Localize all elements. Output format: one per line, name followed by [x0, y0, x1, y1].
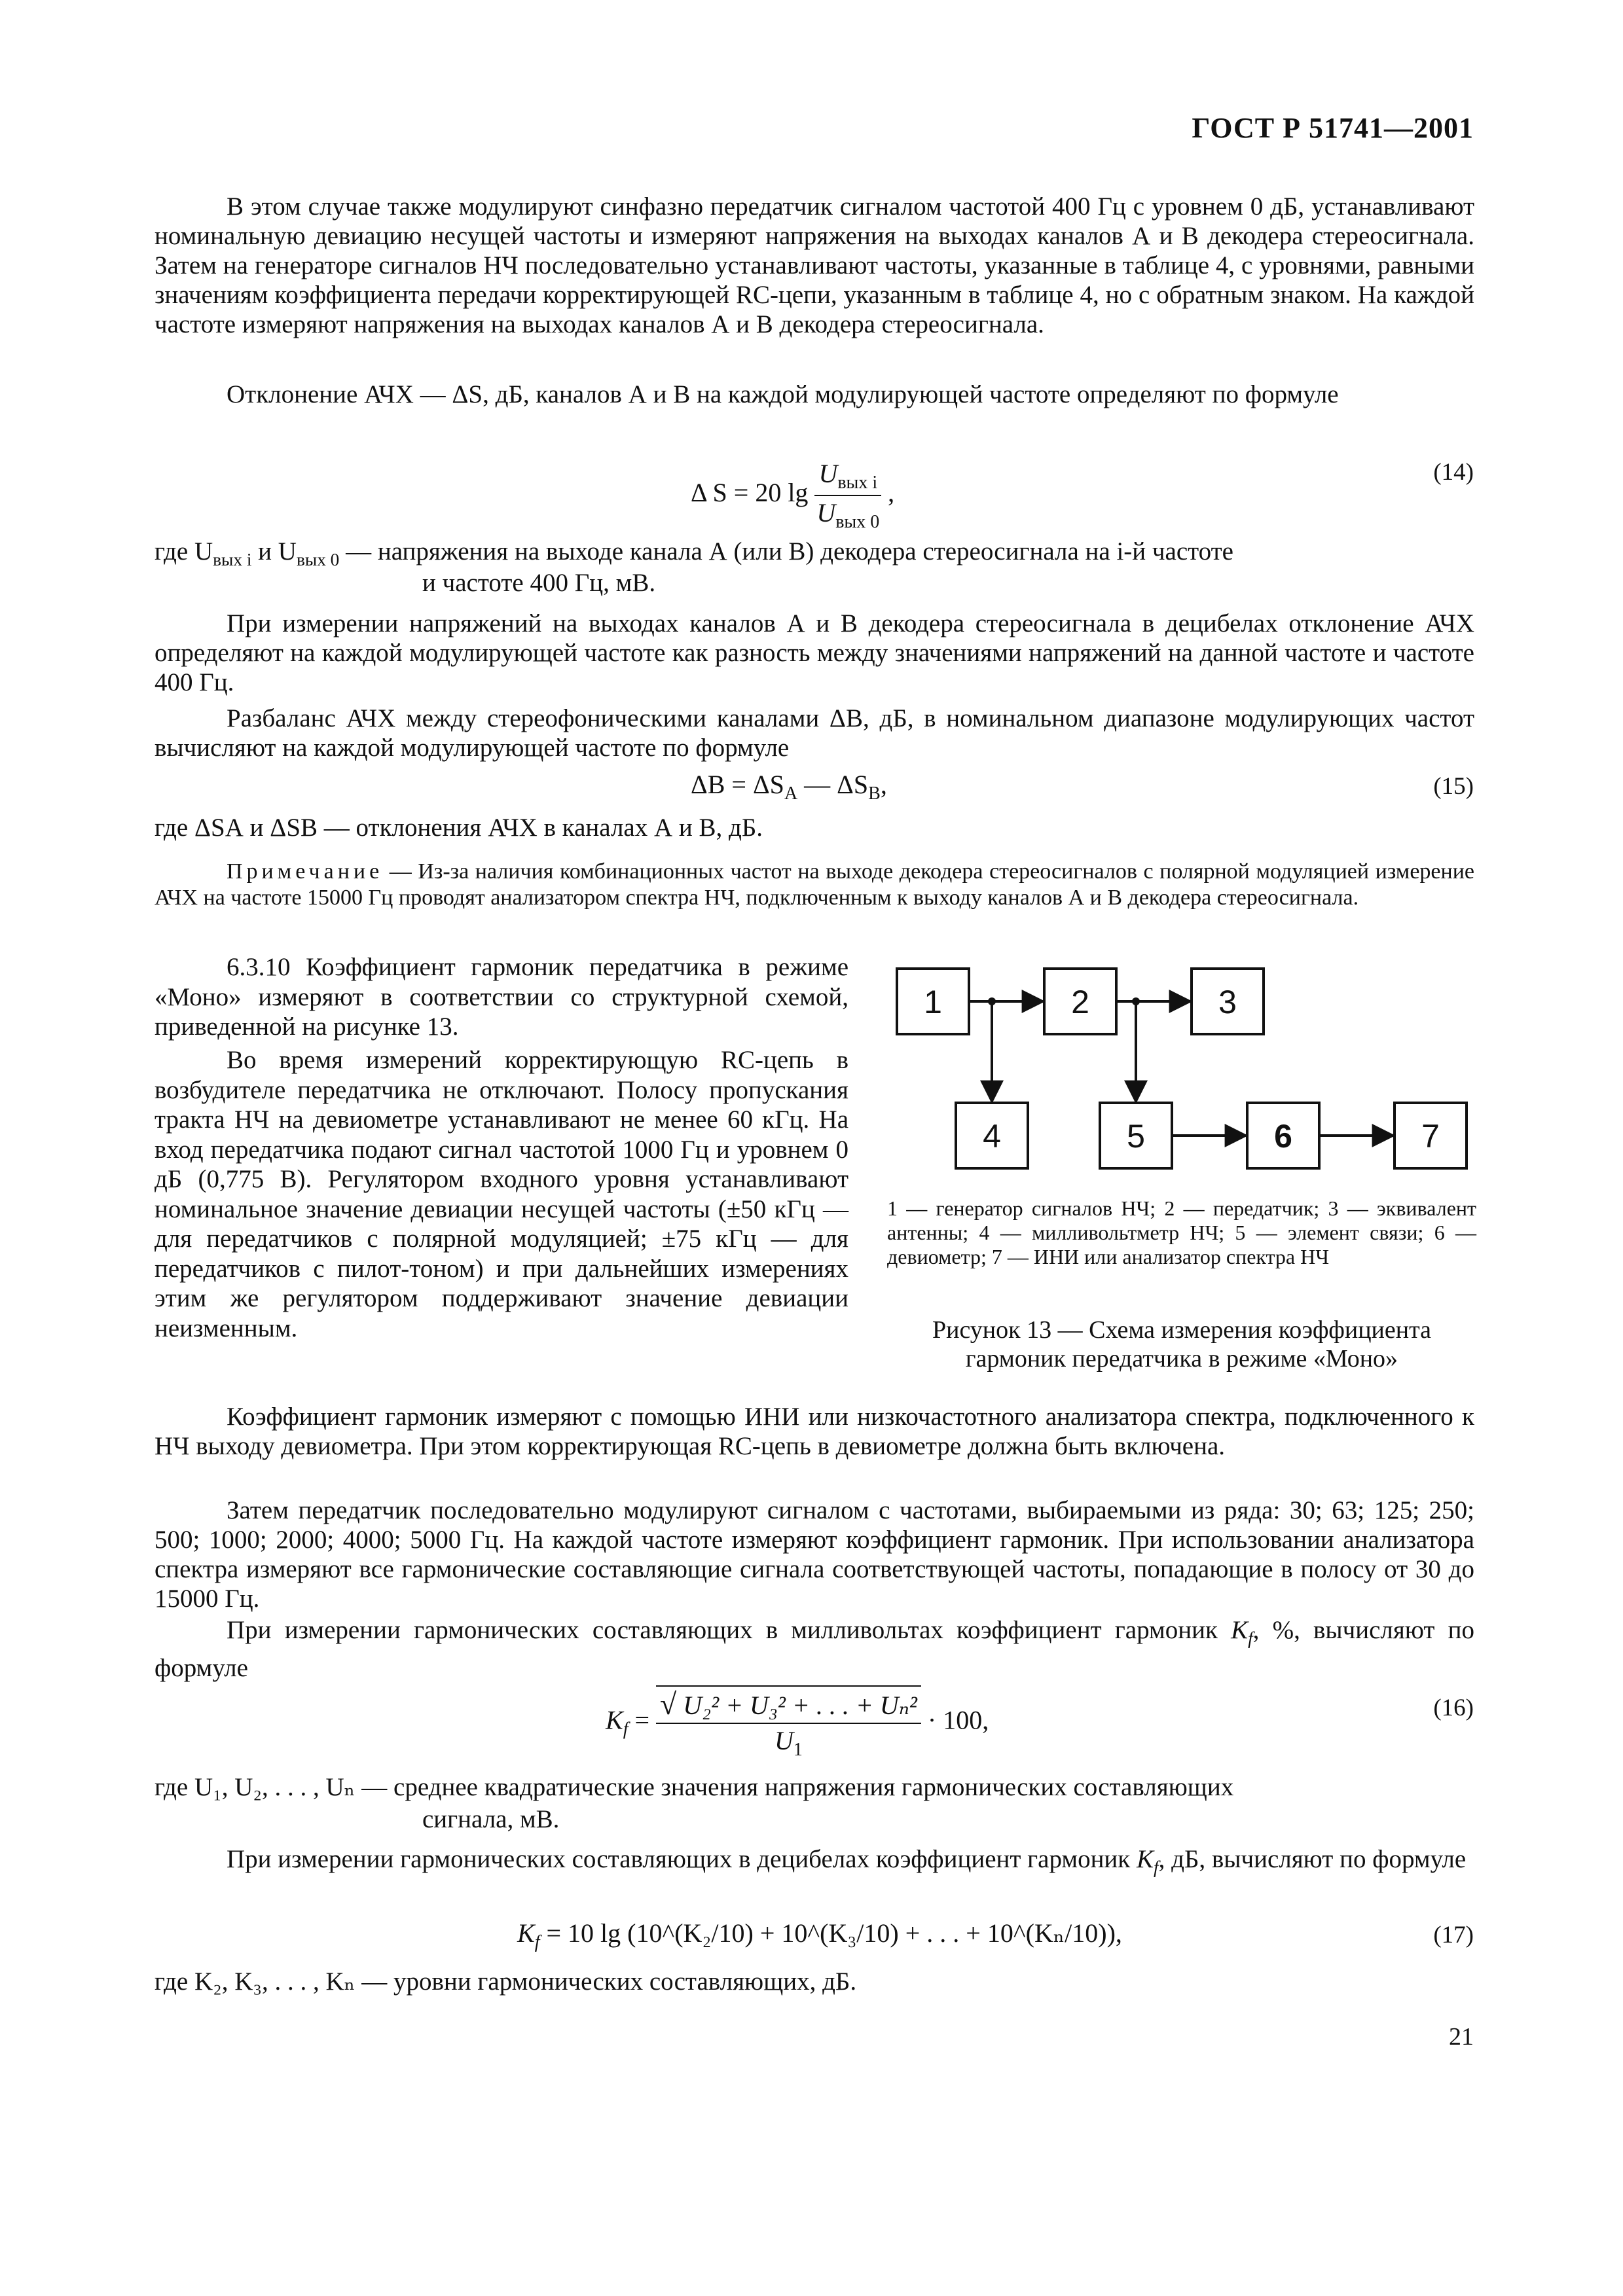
formula-14-numerator-sub: вых i: [837, 473, 878, 493]
figure-13-title: Рисунок 13 — Схема измерения коэффициента гармоник передатчика в режиме «Моно»: [932, 1316, 1432, 1372]
paragraph-deviation: Отклонение АЧХ — ΔS, дБ, каналов А и В на каждой модулирующей частоте определяют по формуле: [227, 380, 1339, 408]
equation-number-16: (16): [1433, 1695, 1474, 1721]
formula-16-denominator-sub: 1: [793, 1740, 803, 1760]
formula-14-denominator-sub: вых 0: [835, 512, 880, 532]
formula-17: [517, 1918, 1122, 1953]
where-17: где K₂, K₃, . . . , Kₙ — уровни гармонических составляющих, дБ.: [155, 1967, 857, 1996]
where-14: [155, 537, 1474, 575]
junction-dot-1: [988, 997, 996, 1005]
formula-15-tail: ,: [880, 770, 887, 799]
block-3-label: 3: [1218, 984, 1237, 1020]
formula-15-sub-a: А: [784, 783, 798, 804]
note-text: — Из-за наличия комбинационных частот на выходе декодера стереосигналов с полярной модуляцией измерение АЧХ на частоте 15000 Гц проводят анализатором спектра НЧ, подключенным к выходу каналов А и В декодера стереосигнала.: [155, 859, 1474, 910]
note: [155, 859, 1474, 911]
paragraph-db-intro-part: При измерении гармонических составляющих в децибелах коэффициент гармоник: [227, 1845, 1137, 1873]
formula-16: [606, 1685, 989, 1761]
where-14-continuation: и частоте 400 Гц, мВ.: [422, 569, 656, 597]
where-15: где ΔSА и ΔSВ — отклонения АЧХ в каналах А и В, дБ.: [155, 814, 763, 842]
where-14-part: и U: [251, 537, 297, 565]
kf-symbol: $K_f$: [1137, 1845, 1159, 1877]
paragraph-imbalance: Разбаланс АЧХ между стереофоническими каналами ΔВ, дБ, в номинальном диапазоне модулирующих частот вычисляют на каждой модулирующей частоте по формуле: [155, 704, 1474, 762]
where-14-part: — напряжения на выходе канала А (или В) декодера стереосигнала на i-й частоте: [339, 537, 1233, 565]
figure-13-diagram: [890, 962, 1480, 1185]
note-label: Примечание: [227, 859, 384, 884]
standard-header: ГОСТ Р 51741—2001: [1192, 112, 1474, 144]
formula-16-tail: · 100,: [927, 1705, 989, 1735]
paragraph-frequency-series: Затем передатчик последовательно модулируют сигналом с частотами, выбираемыми из ряда: 30; 63; 125; 250; 500; 1000; 2000; 4000; 5000 Гц. На каждой частоте измеряют коэффициент гармоник. При использовании анализатора спектра измеряют все гармонические составляющие сигнала соответствующей частоты, попадающие в полосу от 30 до 15000 Гц.: [155, 1496, 1474, 1613]
formula-14-tail: ,: [888, 478, 895, 508]
formula-14-fraction: [814, 458, 881, 533]
paragraph-intro: В этом случае также модулируют синфазно передатчик сигналом частотой 400 Гц с уровнем 0 дБ, устанавливают номинальную девиацию несущей частоты и измеряют напряжения на выходах каналов А и В декодера стереосигнала. Затем на генераторе сигналов НЧ последовательно устанавливают частоты, указанные в таблице 4, с уровнями, равными значениям коэффициента передачи корректирующей RC-цепи, указанным в таблице 4, но с обратным знаком. На каждой частоте измеряют напряжения на выходах каналов А и В декодера стереосигнала.: [155, 192, 1474, 338]
block-1-label: 1: [924, 984, 942, 1020]
paragraph-db-deviation: При измерении напряжений на выходах каналов А и В декодера стереосигнала в децибелах отклонение АЧХ определяют на каждой модулирующей частоте как разность между значениями напряжений на данной частоте и частоте 400 Гц.: [155, 609, 1474, 696]
kf-symbol: $K_f$: [1231, 1616, 1253, 1648]
figure-13-legend: 1 — генератор сигналов НЧ; 2 — передатчик; 3 — эквивалент антенны; 4 — милливольтметр НЧ; 5 — элемент связи; 6 — девиометр; 7 — ИНИ или анализатор спектра НЧ: [887, 1196, 1476, 1268]
block-5-label: 5: [1127, 1118, 1145, 1155]
paragraph-6-3-10: 6.3.10 Коэффициент гармоник передатчика в режиме «Моно» измеряют в соответствии со структурной схемой, приведенной на рисунке 13.: [155, 953, 848, 1041]
paragraph-measurement-setup: Во время измерений корректирующую RC-цепь в возбудителе передатчика не отключают. Полосу пропускания тракта НЧ на девиометре устанавливают не менее 60 кГц. На вход передатчика подают сигнал частотой 1000 Гц и уровнем 0 дБ (0,775 В). Регулятором входного уровня устанавливают номинальное значение девиации несущей частоты (±50 кГц — для передатчиков с полярной модуляцией; ±75 кГц — для передатчиков с пилот-тоном) и при дальнейших измерениях этим же регулятором поддерживают значение девиации неизменным.: [155, 1046, 848, 1342]
block-4-label: 4: [983, 1118, 1001, 1155]
where-16-continuation: сигнала, мВ.: [422, 1805, 560, 1833]
formula-15-mid: — ΔS: [797, 770, 869, 799]
where-14-part: где U: [155, 537, 213, 565]
paragraph-mv-intro-part: , %, вычисляют по формуле: [155, 1616, 1474, 1682]
formula-16-eq: =: [628, 1705, 657, 1735]
equation-number-14: (14): [1433, 459, 1474, 486]
paragraph-harmonic-method: Коэффициент гармоник измеряют с помощью ИНИ или низкочастотного анализатора спектра, подключенного к НЧ выходу девиометра. При этом корректирующая RC-цепь в девиометре должна быть включена.: [155, 1403, 1474, 1460]
formula-16-fraction: $\frac{\text{√ U₂² + U₃² + . . . + Uₙ²}}{U_1}$: [656, 1685, 921, 1761]
formula-17-lhs: K: [517, 1918, 535, 1948]
formula-15-sub-b: В: [868, 783, 881, 804]
paragraph-db-formula-intro: [155, 1844, 1474, 1882]
formula-15: [691, 769, 887, 804]
block-6-label: 6: [1274, 1118, 1292, 1155]
formula-17-body: = 10 lg (10^(K₂/10) + 10^(K₃/10) + . . . + 10^(Kₙ/10)),: [539, 1918, 1122, 1948]
formula-16-lhs-sub: f: [623, 1719, 629, 1740]
junction-dot-2: [1132, 997, 1140, 1005]
equation-number-15: (15): [1433, 773, 1474, 800]
paragraph-mv-intro-part: При измерении гармонических составляющих в милливольтах коэффициент гармоник: [227, 1616, 1231, 1644]
paragraph-mv-formula-intro: [155, 1615, 1474, 1683]
formula-14: [691, 458, 894, 533]
formula-15-lhs: ΔВ = ΔS: [691, 770, 784, 799]
formula-14-numerator: U: [818, 459, 838, 488]
formula-14-lhs: Δ S = 20 lg: [691, 478, 809, 508]
block-7-label: 7: [1421, 1118, 1440, 1155]
page-number: 21: [1449, 2023, 1474, 2051]
formula-16-numerator: U₂² + U₃² + . . . + Uₙ²: [683, 1691, 917, 1720]
block-2-label: 2: [1071, 984, 1089, 1020]
equation-number-17: (17): [1433, 1922, 1474, 1948]
formula-16-denominator: U: [775, 1726, 793, 1755]
where-14-sub-1: вых i: [213, 549, 252, 569]
where-16: где U₁, U₂, . . . , Uₙ — среднее квадратические значения напряжения гармонических составляющих: [155, 1773, 1234, 1801]
formula-14-denominator: U: [816, 498, 836, 528]
where-14-sub-2: вых 0: [296, 549, 340, 569]
paragraph-db-intro-part: , дБ, вычисляют по формуле: [1158, 1845, 1467, 1873]
formula-17-lhs-sub: f: [534, 1932, 540, 1952]
formula-16-lhs: K: [606, 1705, 623, 1735]
